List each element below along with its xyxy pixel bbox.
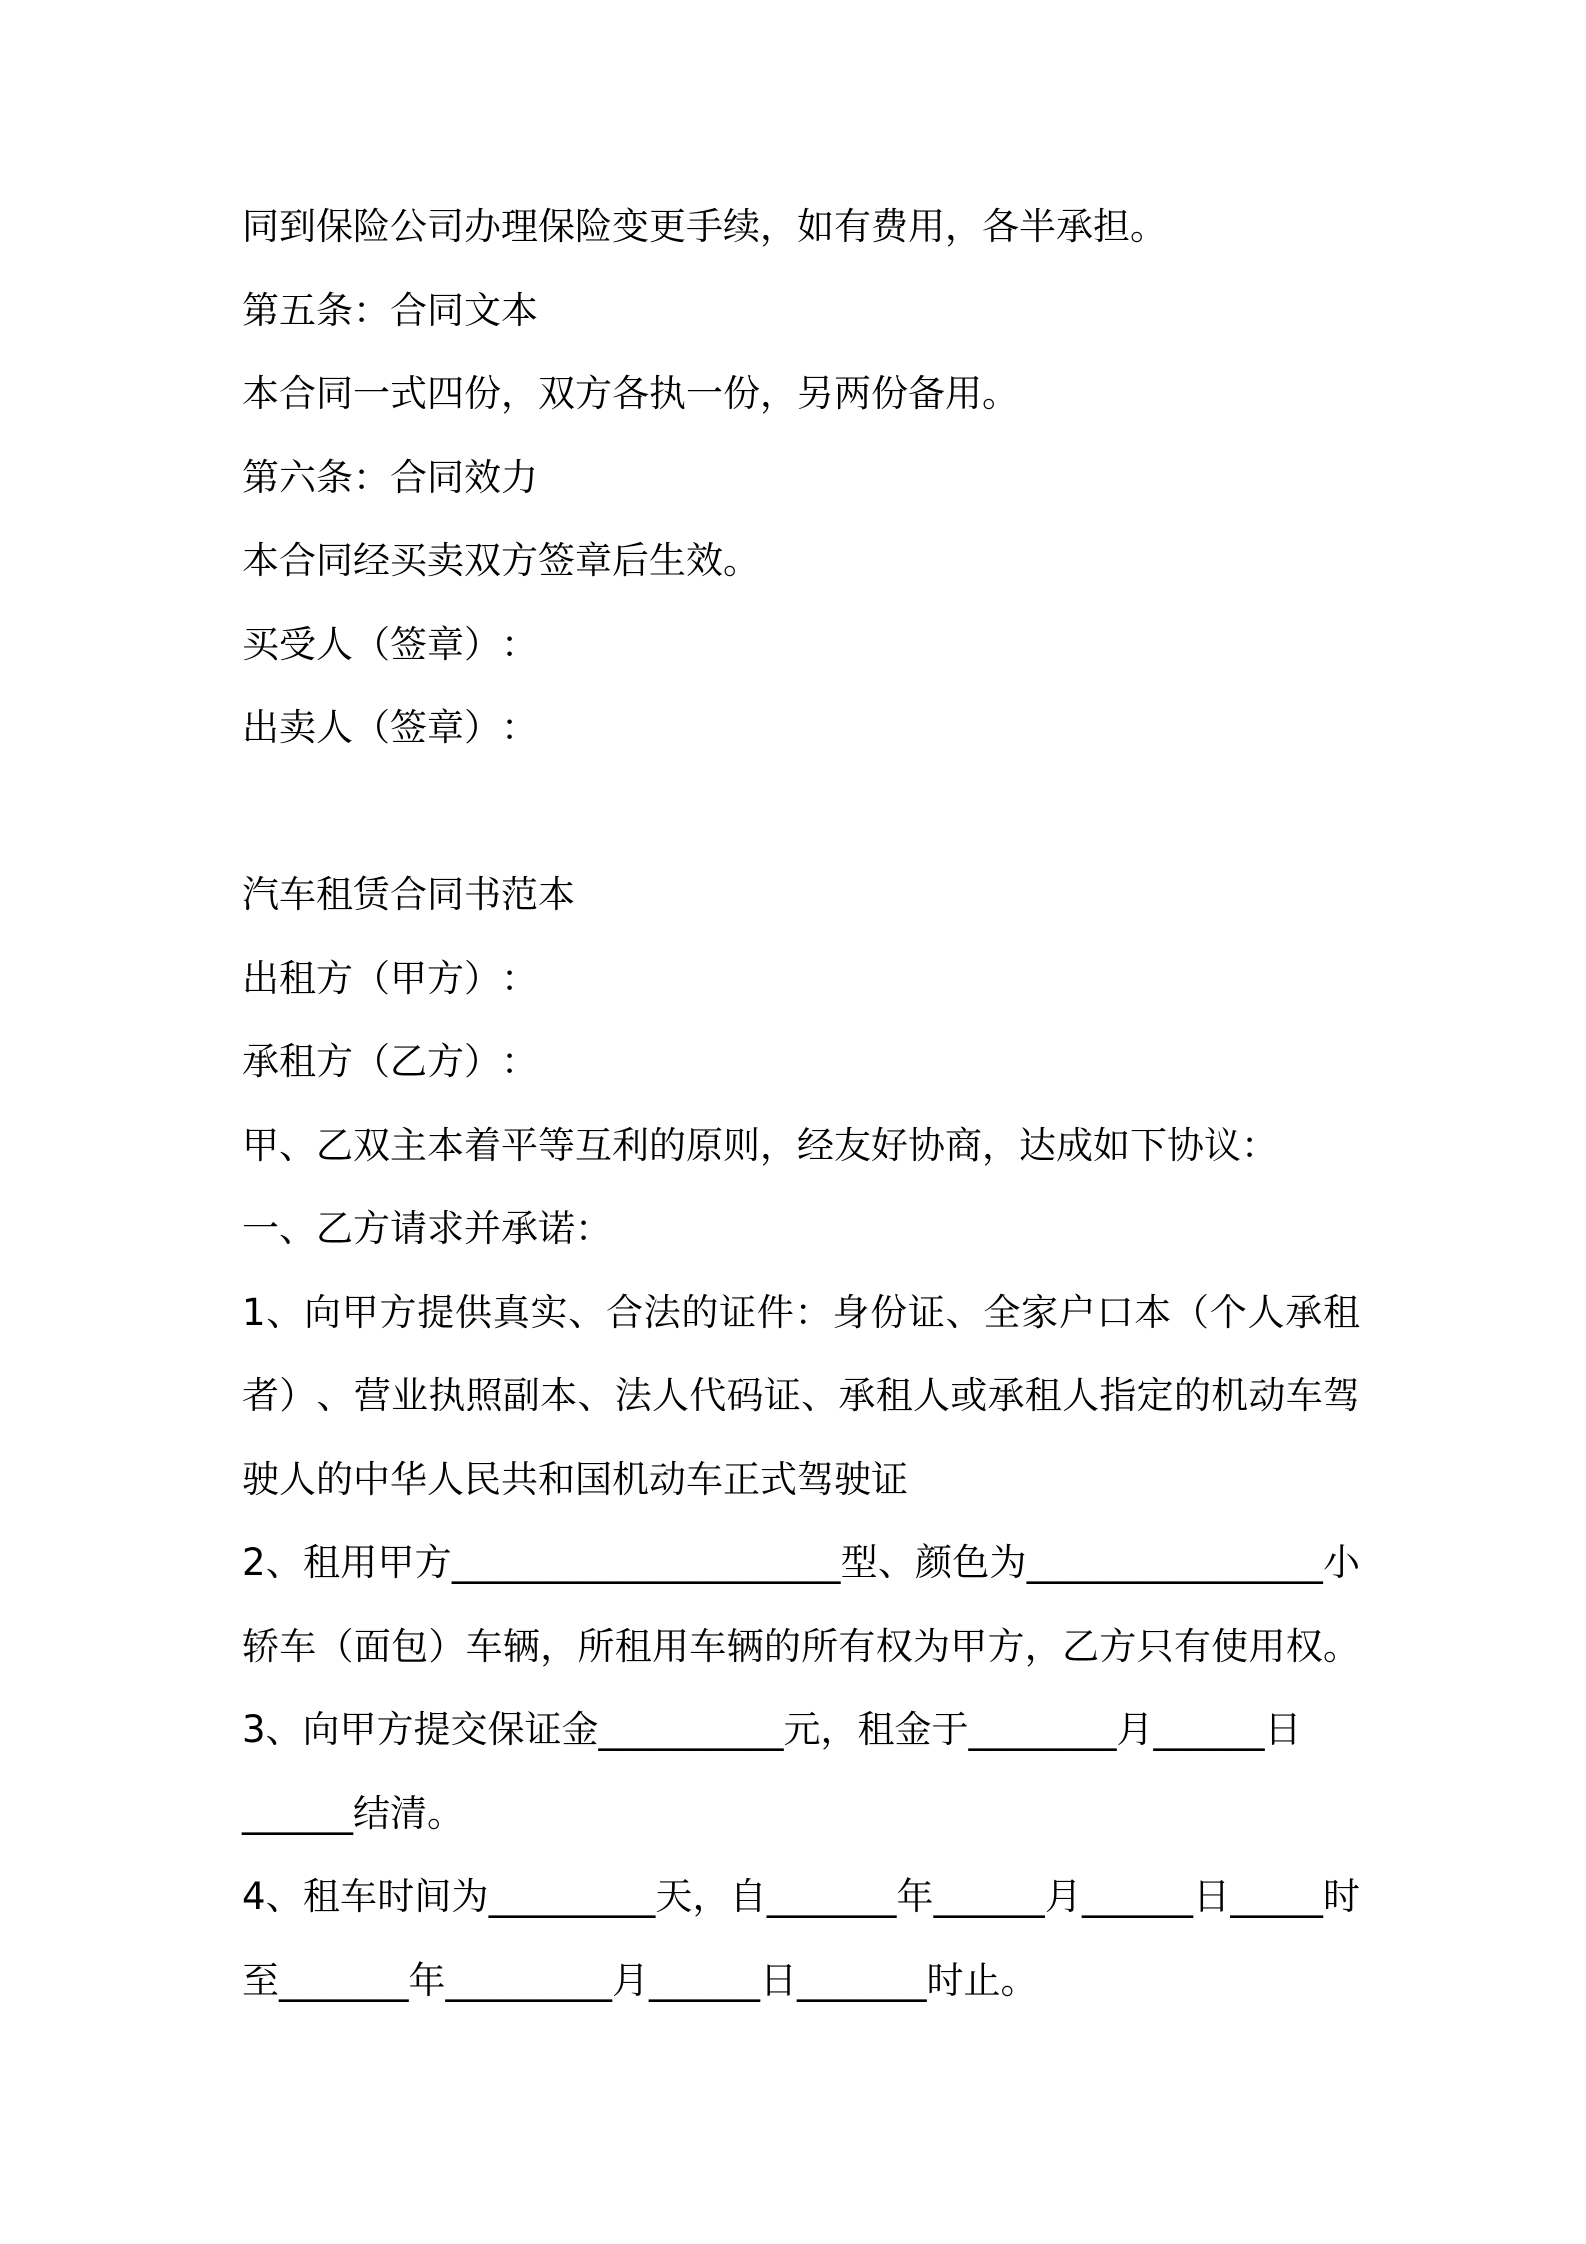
- article-5-heading: 第五条：合同文本: [242, 288, 538, 332]
- clause-3: [242, 1688, 1360, 1855]
- article-5-text: 本合同一式四份，双方各执一份，另两份备用。: [242, 372, 1019, 415]
- buyer-signature-label: 买受人（签章）：: [242, 622, 538, 666]
- clause-2: [242, 1521, 1360, 1688]
- clause-4-line: 至_______年_________月______日_______时止。: [242, 1958, 1038, 2002]
- clause-1-line: 者）、营业执照副本、法人代码证、承租人或承租人指定的机动车驾: [242, 1374, 1360, 1417]
- obligations-heading: 一、乙方请求并承诺：: [242, 1207, 612, 1250]
- car-rental-contract: [242, 853, 1360, 2022]
- section-spacer: [242, 770, 1360, 854]
- clause-3-line: ______结清。: [242, 1791, 464, 1835]
- clause-2-line: 2、租用甲方_____________________型、颜色为________________小: [242, 1541, 1360, 1584]
- article-6-heading: 第六条：合同效力: [242, 455, 538, 499]
- clause-1: [242, 1271, 1360, 1522]
- clause-3-line: 3、向甲方提交保证金__________元，租金于________月______日: [242, 1708, 1302, 1751]
- clause-4-line: 4、租车时间为_________天，自_______年______月______日_____时: [242, 1875, 1360, 1918]
- lessee-label: 承租方（乙方）：: [242, 1040, 538, 1083]
- clause-4: [242, 1855, 1360, 2022]
- document-body: [242, 185, 1360, 2022]
- insurance-transfer-text: 同到保险公司办理保险变更手续，如有费用，各半承担。: [242, 205, 1167, 248]
- clause-1-line: 驶人的中华人民共和国机动车正式驾驶证: [242, 1457, 908, 1501]
- clause-1-line: 1、向甲方提供真实、合法的证件：身份证、全家户口本（个人承租: [242, 1290, 1360, 1334]
- seller-signature-label: 出卖人（签章）：: [242, 706, 538, 749]
- lessor-label: 出租方（甲方）：: [242, 956, 538, 1000]
- previous-contract-ending: [242, 185, 1360, 770]
- contract-title: 汽车租赁合同书范本: [242, 873, 575, 916]
- article-6-text: 本合同经买卖双方签章后生效。: [242, 539, 760, 582]
- preamble-text: 甲、乙双主本着平等互利的原则，经友好协商，达成如下协议：: [242, 1123, 1278, 1167]
- clause-2-line: 轿车（面包）车辆，所租用车辆的所有权为甲方，乙方只有使用权。: [242, 1624, 1360, 1668]
